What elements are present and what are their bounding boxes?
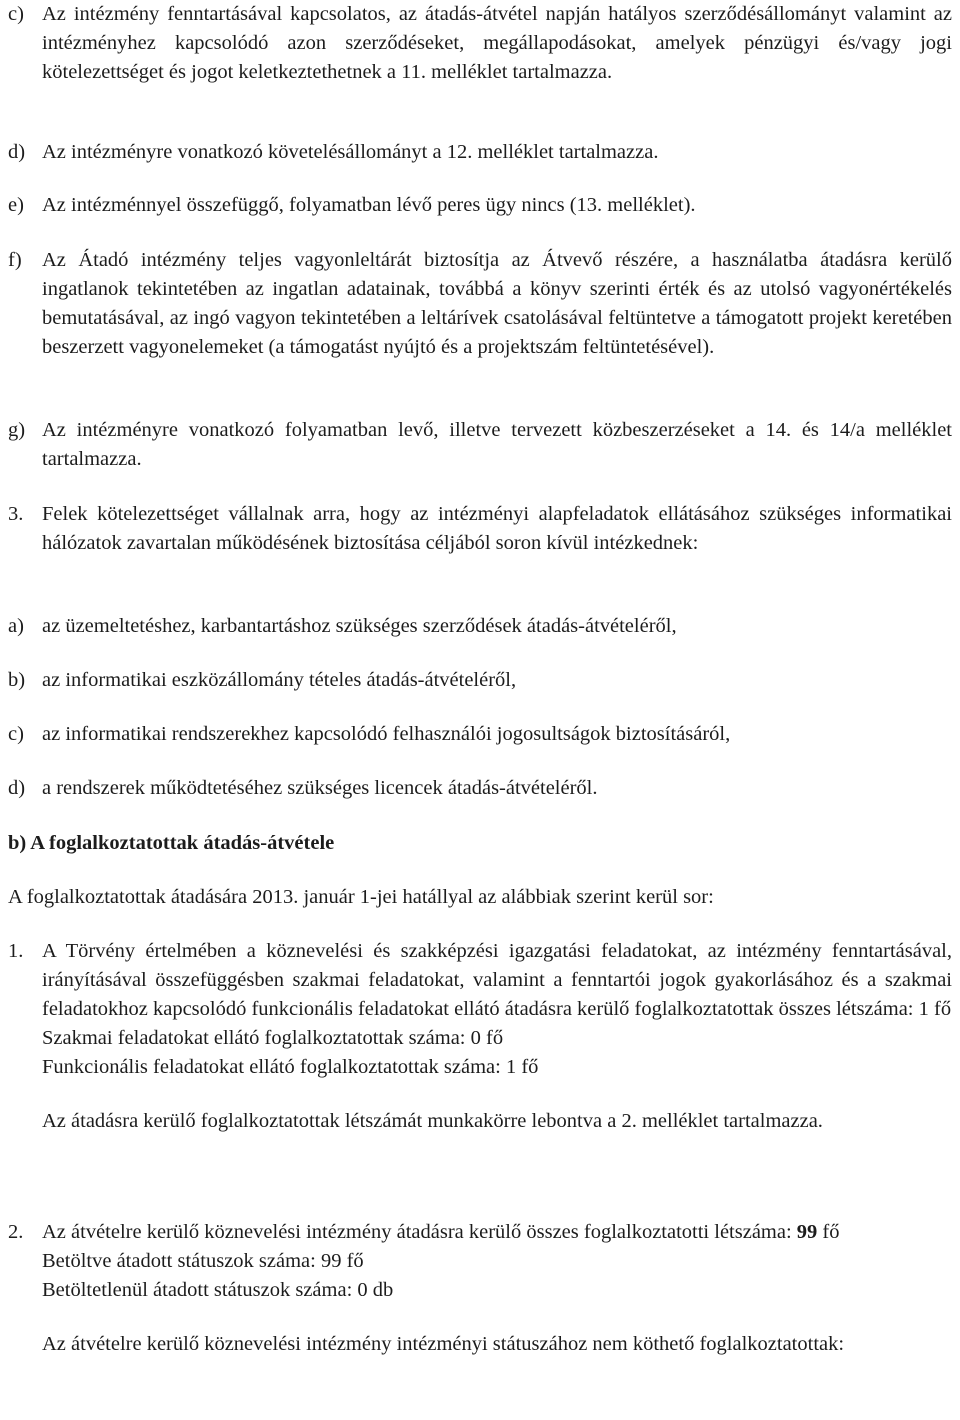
item-g-text: Az intézményre vonatkozó folyamatban levő, illetve tervezett közbeszerzéseket a 14. és 14/a melléklet tartalmazza.	[42, 419, 952, 470]
point-3	[8, 500, 952, 558]
point-3-item-b-text: az informatikai eszközállomány tételes átadás-átvételéről,	[42, 669, 517, 691]
point-2-count: 99	[796, 1221, 818, 1243]
point-1	[8, 937, 952, 1136]
item-f	[8, 246, 952, 362]
item-f-label: f)	[8, 249, 22, 271]
point-2-line-3: Betöltetlenül átadott státuszok száma: 0 db	[42, 1279, 394, 1301]
point-3-text: Felek kötelezettséget vállalnak arra, hogy az intézményi alapfeladatok ellátásához szükséges informatikai hálózatok zavartalan működésének biztosítása céljából soron kívül intézkednek:	[42, 503, 952, 554]
item-d	[8, 138, 952, 167]
point-3-item-b-label: b)	[8, 669, 26, 691]
point-2-line-2: Betöltve átadott státuszok száma: 99 fő	[42, 1250, 364, 1272]
point-3-item-d-label: d)	[8, 777, 26, 799]
item-e	[8, 191, 952, 220]
intro-text: A foglalkoztatottak átadására 2013. január 1-jei hatállyal az alábbiak szerint kerül sor:	[8, 886, 714, 908]
point-3-item-c-label: c)	[8, 723, 24, 745]
point-3-item-a-label: a)	[8, 615, 24, 637]
point-3-item-d	[8, 774, 952, 803]
point-3-item-a	[8, 612, 952, 641]
point-2-text-wrap	[42, 1218, 952, 1247]
item-d-text: Az intézményre vonatkozó követelésállományt a 12. melléklet tartalmazza.	[42, 141, 659, 163]
point-2-label: 2.	[8, 1221, 24, 1243]
point-2-note: Az átvételre kerülő köznevelési intézmény intézményi státuszához nem köthető foglalkoztatottak:	[42, 1333, 845, 1355]
point-1-label: 1.	[8, 940, 24, 962]
point-3-item-d-text: a rendszerek működtetéséhez szükséges licencek átadás-átvételéről.	[42, 777, 598, 799]
item-c	[8, 0, 952, 87]
point-2	[8, 1218, 952, 1359]
item-d-label: d)	[8, 141, 26, 163]
point-3-item-b	[8, 666, 952, 695]
point-3-label: 3.	[8, 503, 24, 525]
item-c-text: Az intézmény fenntartásával kapcsolatos, az átadás-átvétel napján hatályos szerződésállományt valamint az intézményhez kapcsolódó azon szerződéseket, megállapodásokat, amelyek pénzügyi és/vagy jogi kötelezettséget és jogot keletkeztethetnek a 11. melléklet tartalmazza.	[42, 3, 952, 83]
item-f-text: Az Átadó intézmény teljes vagyonleltárát biztosítja az Átvevő részére, a használatba átadásra kerülő ingatlanok tekintetében az ingatlan adatainak, továbbá a könyv szerinti érték és az utolsó vagyonértékelés bemutatásával, az ingó vagyon tekintetében a leltárívek csatolásával feltüntetve a támogatott projekt keretében beszerzett vagyonelemeket (a támogatást nyújtó és a projektszám feltüntetésével).	[42, 249, 952, 358]
point-3-item-a-text: az üzemeltetéshez, karbantartáshoz szükséges szerződések átadás-átvételéről,	[42, 615, 677, 637]
point-3-item-c-text: az informatikai rendszerekhez kapcsolódó felhasználói jogosultságok biztosításáról,	[42, 723, 731, 745]
point-2-text: Az átvételre kerülő köznevelési intézmény átadásra kerülő összes foglalkoztatotti létszáma:	[42, 1221, 792, 1243]
point-3-item-c	[8, 720, 952, 749]
point-1-note: Az átadásra kerülő foglalkoztatottak létszámát munkakörre lebontva a 2. melléklet tartalmazza.	[42, 1110, 823, 1132]
item-e-text: Az intézménnyel összefüggő, folyamatban lévő peres ügy nincs (13. melléklet).	[42, 194, 696, 216]
item-e-label: e)	[8, 194, 24, 216]
item-g-label: g)	[8, 419, 26, 441]
point-2-unit: fő	[822, 1221, 840, 1243]
point-1-line-3: Funkcionális feladatokat ellátó foglalkoztatottak száma: 1 fő	[42, 1056, 539, 1078]
item-c-label: c)	[8, 3, 24, 25]
section-heading: b) A foglalkoztatottak átadás-átvétele	[8, 832, 335, 854]
point-1-line-2: Szakmai feladatokat ellátó foglalkoztatottak száma: 0 fő	[42, 1027, 504, 1049]
item-g	[8, 416, 952, 474]
point-1-text: A Törvény értelmében a köznevelési és szakképzési igazgatási feladatokat, az intézmény fenntartásával, irányításával összefüggésben szakmai feladatokat, valamint a fenntartói jogok gyakorlásához és a szakmai feladatokhoz kapcsolódó funkcionális feladatokat ellátó átadásra kerülő foglalkoztatottak összes létszáma: 1 fő	[42, 940, 952, 1020]
